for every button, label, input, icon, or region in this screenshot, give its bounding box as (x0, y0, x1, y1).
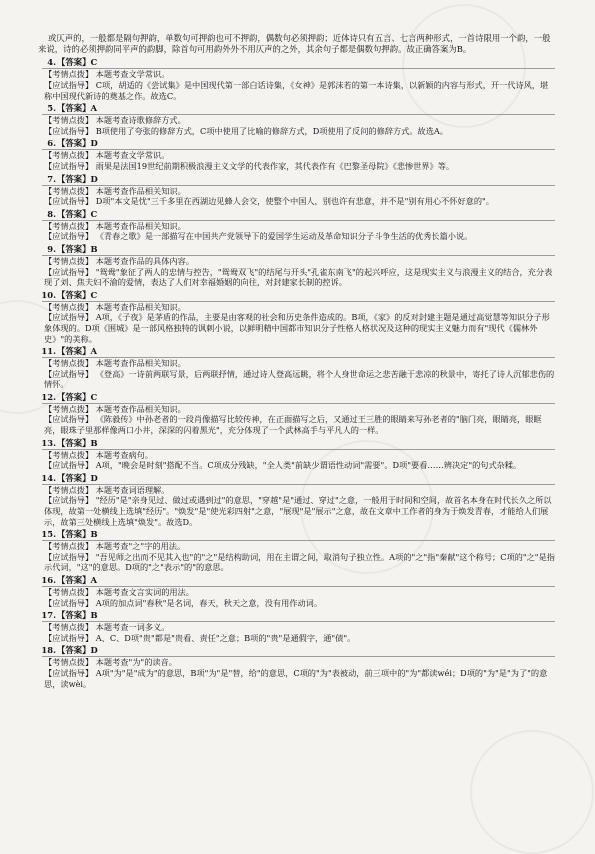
answer-item (38, 244, 555, 288)
guidance-line: 【应试指导】 A项，《子夜》是茅盾的作品，主要是由客观的社会和历史条件造成的。B项，《家》的反对封建主题是通过高觉慧等知识分子形象体现的。D项《围城》是一部风格独特的讽刺小说，以鲜明精中国都市知识分子性格人格状况及这种的现实主义魅力而有"现代《儒林外史》"的美称。 (44, 312, 550, 344)
answer-text: 【答案】C (57, 391, 98, 402)
answer-header (38, 645, 555, 656)
guidance-line: 【应试指导】 A项，"晚会是时刻"搭配不当。C项成分残缺，"全人类"前缺少谓语性动词"需要"。D项"要看……辨决定"的句式杂糅。 (44, 460, 522, 471)
answer-text: 【答案】D (57, 472, 98, 483)
answer-header (38, 346, 555, 357)
guidance-line: 【应试指导】 A、C、D项"贵"都是"贵看、责任"之意；B项的"贵"是通假字，通"债"。 (44, 632, 356, 643)
answer-header (38, 290, 555, 301)
answer-text: 【答案】C (57, 57, 98, 68)
answer-header (38, 610, 555, 621)
exam-point-line: 【考情点拨】 本题考查作品相关知识。 (44, 403, 186, 414)
question-number: 9. (47, 243, 56, 254)
answer-item (38, 290, 555, 344)
question-number: 5. (47, 103, 56, 114)
question-number: 10. (41, 289, 56, 300)
question-number: 16. (41, 575, 56, 585)
guidance-line: 【应试指导】 "吾见师之出而不见其入也"的"之"是结构助词，用在主谓之间，取消句子独立性。A项的"之"指"秦献"这个称号；C项的"之"是指示代词，"这"的意思。D项的"之"表示"的"的意思。 (44, 551, 555, 573)
answer-list (38, 57, 555, 689)
question-number: 7. (47, 173, 56, 184)
answer-header (38, 244, 555, 255)
exam-point-line: 【考情点拨】 本题考查文学常识。 (44, 150, 170, 161)
question-number: 11. (41, 346, 56, 357)
answer-header (38, 473, 555, 484)
exam-point-line: 【考情点拨】 本题考查作品相关知识。 (44, 301, 186, 312)
answer-item (38, 438, 555, 471)
question-number: 12. (41, 391, 56, 402)
answer-header (38, 209, 555, 220)
answer-header (38, 138, 555, 149)
answer-item (38, 103, 555, 136)
exam-point-line: 【考情点拨】 本题考查文学常识。 (44, 69, 170, 80)
exam-point-line: 【考情点拨】 本题考查作品的具体内容。 (44, 255, 194, 266)
intro-paragraph: 或仄声的，一般都是隔句押韵，单数句可押韵也可不押韵，偶数句必须押韵；近体诗只有五言、七言两种形式，一首诗限用一个韵，一般来说，诗的必须押韵同平声的韵脚，除首句可用韵外外不用仄声的之外，其余句子都是偶数句押韵。故正确答案为B。 (38, 33, 551, 55)
guidance-line: 【应试指导】 《陈毅传》中孙老者的一段肖像描写比较传神，在正面描写之后，又通过王三胜的眼睛来写孙老者的"脑门亮，眼睛亮，眼眶亮，眼珠子里那样像两口小井，深深的闪着黑光"，充分体现了一个武林高手与平凡人的一样。 (44, 414, 542, 436)
exam-point-line: 【考情点拨】 本题考查"之"字的用法。 (44, 541, 186, 552)
guidance-line: 【应试指导】 C项，胡适的《尝试集》是中国现代第一部白话诗集，《女神》是郭沫若的第一本诗集，以新颖的内容与形式，开一代诗风，堪称中国现代新诗的奠基之作。故选C。 (44, 80, 549, 101)
guidance-line: 【应试指导】 B项使用了夸张的修辞方式，C项中使用了比喻的修辞方式，D项使用了反问的修辞方式。故选A。 (44, 125, 448, 136)
answer-text: 【答案】D (57, 173, 98, 184)
guidance-line: 【应试指导】 "经历"是"亲身见过、做过或遇到过"的意思，"穿越"是"通过、穿过"之意，一般用于时间和空间，故首名本身在时代长久之所以体现，故第一处横线上选填"经历"。"焕发"是"使光彩四射"之意，"展现"是"展示"之意，故在文章中工作者的身为于焕发青春，才能给人们展示，故第三处横线上选填"焕发"。故选D。 (44, 495, 552, 527)
question-number: 14. (41, 472, 56, 483)
answer-text: 【答案】B (57, 243, 98, 254)
answer-item (38, 346, 555, 390)
exam-point-line: 【考情点拨】 本题考查诗歌修辞方式。 (44, 115, 186, 126)
question-number: 18. (41, 645, 56, 656)
answer-header (38, 575, 555, 586)
answer-text: 【答案】B (57, 610, 98, 621)
answer-text: 【答案】C (57, 208, 98, 219)
exam-point-line: 【考情点拨】 本题考查文言实词的用法。 (44, 587, 194, 597)
question-number: 15. (41, 529, 56, 540)
answer-item (38, 645, 555, 689)
answer-item (38, 473, 555, 527)
question-number: 13. (41, 437, 56, 448)
answer-header (38, 529, 555, 540)
answer-item (38, 138, 555, 171)
guidance-line: 【应试指导】 雨果是法国19世纪前期积极浪漫主义文学的代表作家，其代表作有《巴黎圣母院》《悲惨世界》等。 (44, 160, 455, 171)
question-number: 4. (47, 57, 56, 68)
question-number: 8. (47, 208, 56, 219)
answer-text: 【答案】A (57, 346, 97, 357)
answer-item (38, 610, 555, 643)
answer-text: 【答案】B (57, 437, 98, 448)
answer-text: 【答案】D (57, 645, 98, 656)
exam-point-line: 【考情点拨】 本题考查词语理解。 (44, 484, 170, 495)
exam-point-line: 【考情点拨】 本题考查作品相关知识。 (44, 220, 186, 231)
guidance-line: 【应试指导】 《登高》一诗前两联写景，后两联抒情，通过诗人登高远眺，将个人身世命运之悲苦融于悲凉的秋景中，寄托了诗人沉郁悲伤的情怀。 (44, 368, 555, 390)
exam-point-line: 【考情点拨】 本题考查"为"的读音。 (44, 657, 177, 668)
answer-item (38, 529, 555, 573)
guidance-line: 【应试指导】 "鸳鸯"象征了两人的忠情与控告，"鸳鸯双飞"的结尾与开头"孔雀东南飞"的起兴呼应，这是现实主义与浪漫主义的结合，充分表现了刘、焦夫妇不渝的爱情，表达了人们对幸福婚姻的向往，对封建家长制的控诉。 (44, 266, 553, 288)
question-number: 6. (47, 138, 56, 149)
exam-point-line: 【考情点拨】 本题考查作品相关知识。 (44, 358, 186, 369)
guidance-line: 【应试指导】 A项的加点词"春秋"是名词，春天，秋天之意，没有用作动词。 (44, 597, 323, 608)
answer-header (38, 174, 555, 185)
exam-point-line: 【考情点拨】 本题考查病句。 (44, 449, 154, 460)
exam-point-line: 【考情点拨】 本题考查作品相关知识。 (44, 185, 186, 196)
answer-header (38, 57, 555, 68)
answer-item (38, 392, 555, 436)
answer-item (38, 174, 555, 207)
answer-text: 【答案】A (57, 103, 97, 114)
answer-header (38, 438, 555, 449)
answer-header (38, 392, 555, 403)
answer-text: 【答案】C (57, 289, 98, 300)
answer-item (38, 575, 555, 608)
guidance-line: 【应试指导】 D项"本文是忧"三千多里在西湖边见蜂人会交，使整个中国人，别也许有悲意，并不是"别有用心不怀好意的"。 (44, 196, 494, 207)
answer-item (38, 57, 555, 101)
answer-text: 【答案】D (57, 138, 98, 149)
answer-text: 【答案】A (57, 575, 97, 585)
answer-text: 【答案】B (57, 529, 98, 540)
guidance-line: 【应试指导】 A项"为"是"成为"的意思，B项"为"是"替，给"的意思，C项的"为"表被动，前三项中的"为"都读wéi；D项的"为"是"为了"的意思，读wèi。 (44, 667, 548, 689)
answer-header (38, 103, 555, 114)
exam-point-line: 【考情点拨】 本题考查一词多义。 (44, 622, 170, 633)
guidance-line: 【应试指导】 《青春之歌》是一部描写在中国共产党领导下的爱国学生运动及革命知识分子斗争生活的优秀长篇小说。 (44, 231, 473, 242)
question-number: 17. (41, 610, 56, 621)
answer-item (38, 209, 555, 242)
